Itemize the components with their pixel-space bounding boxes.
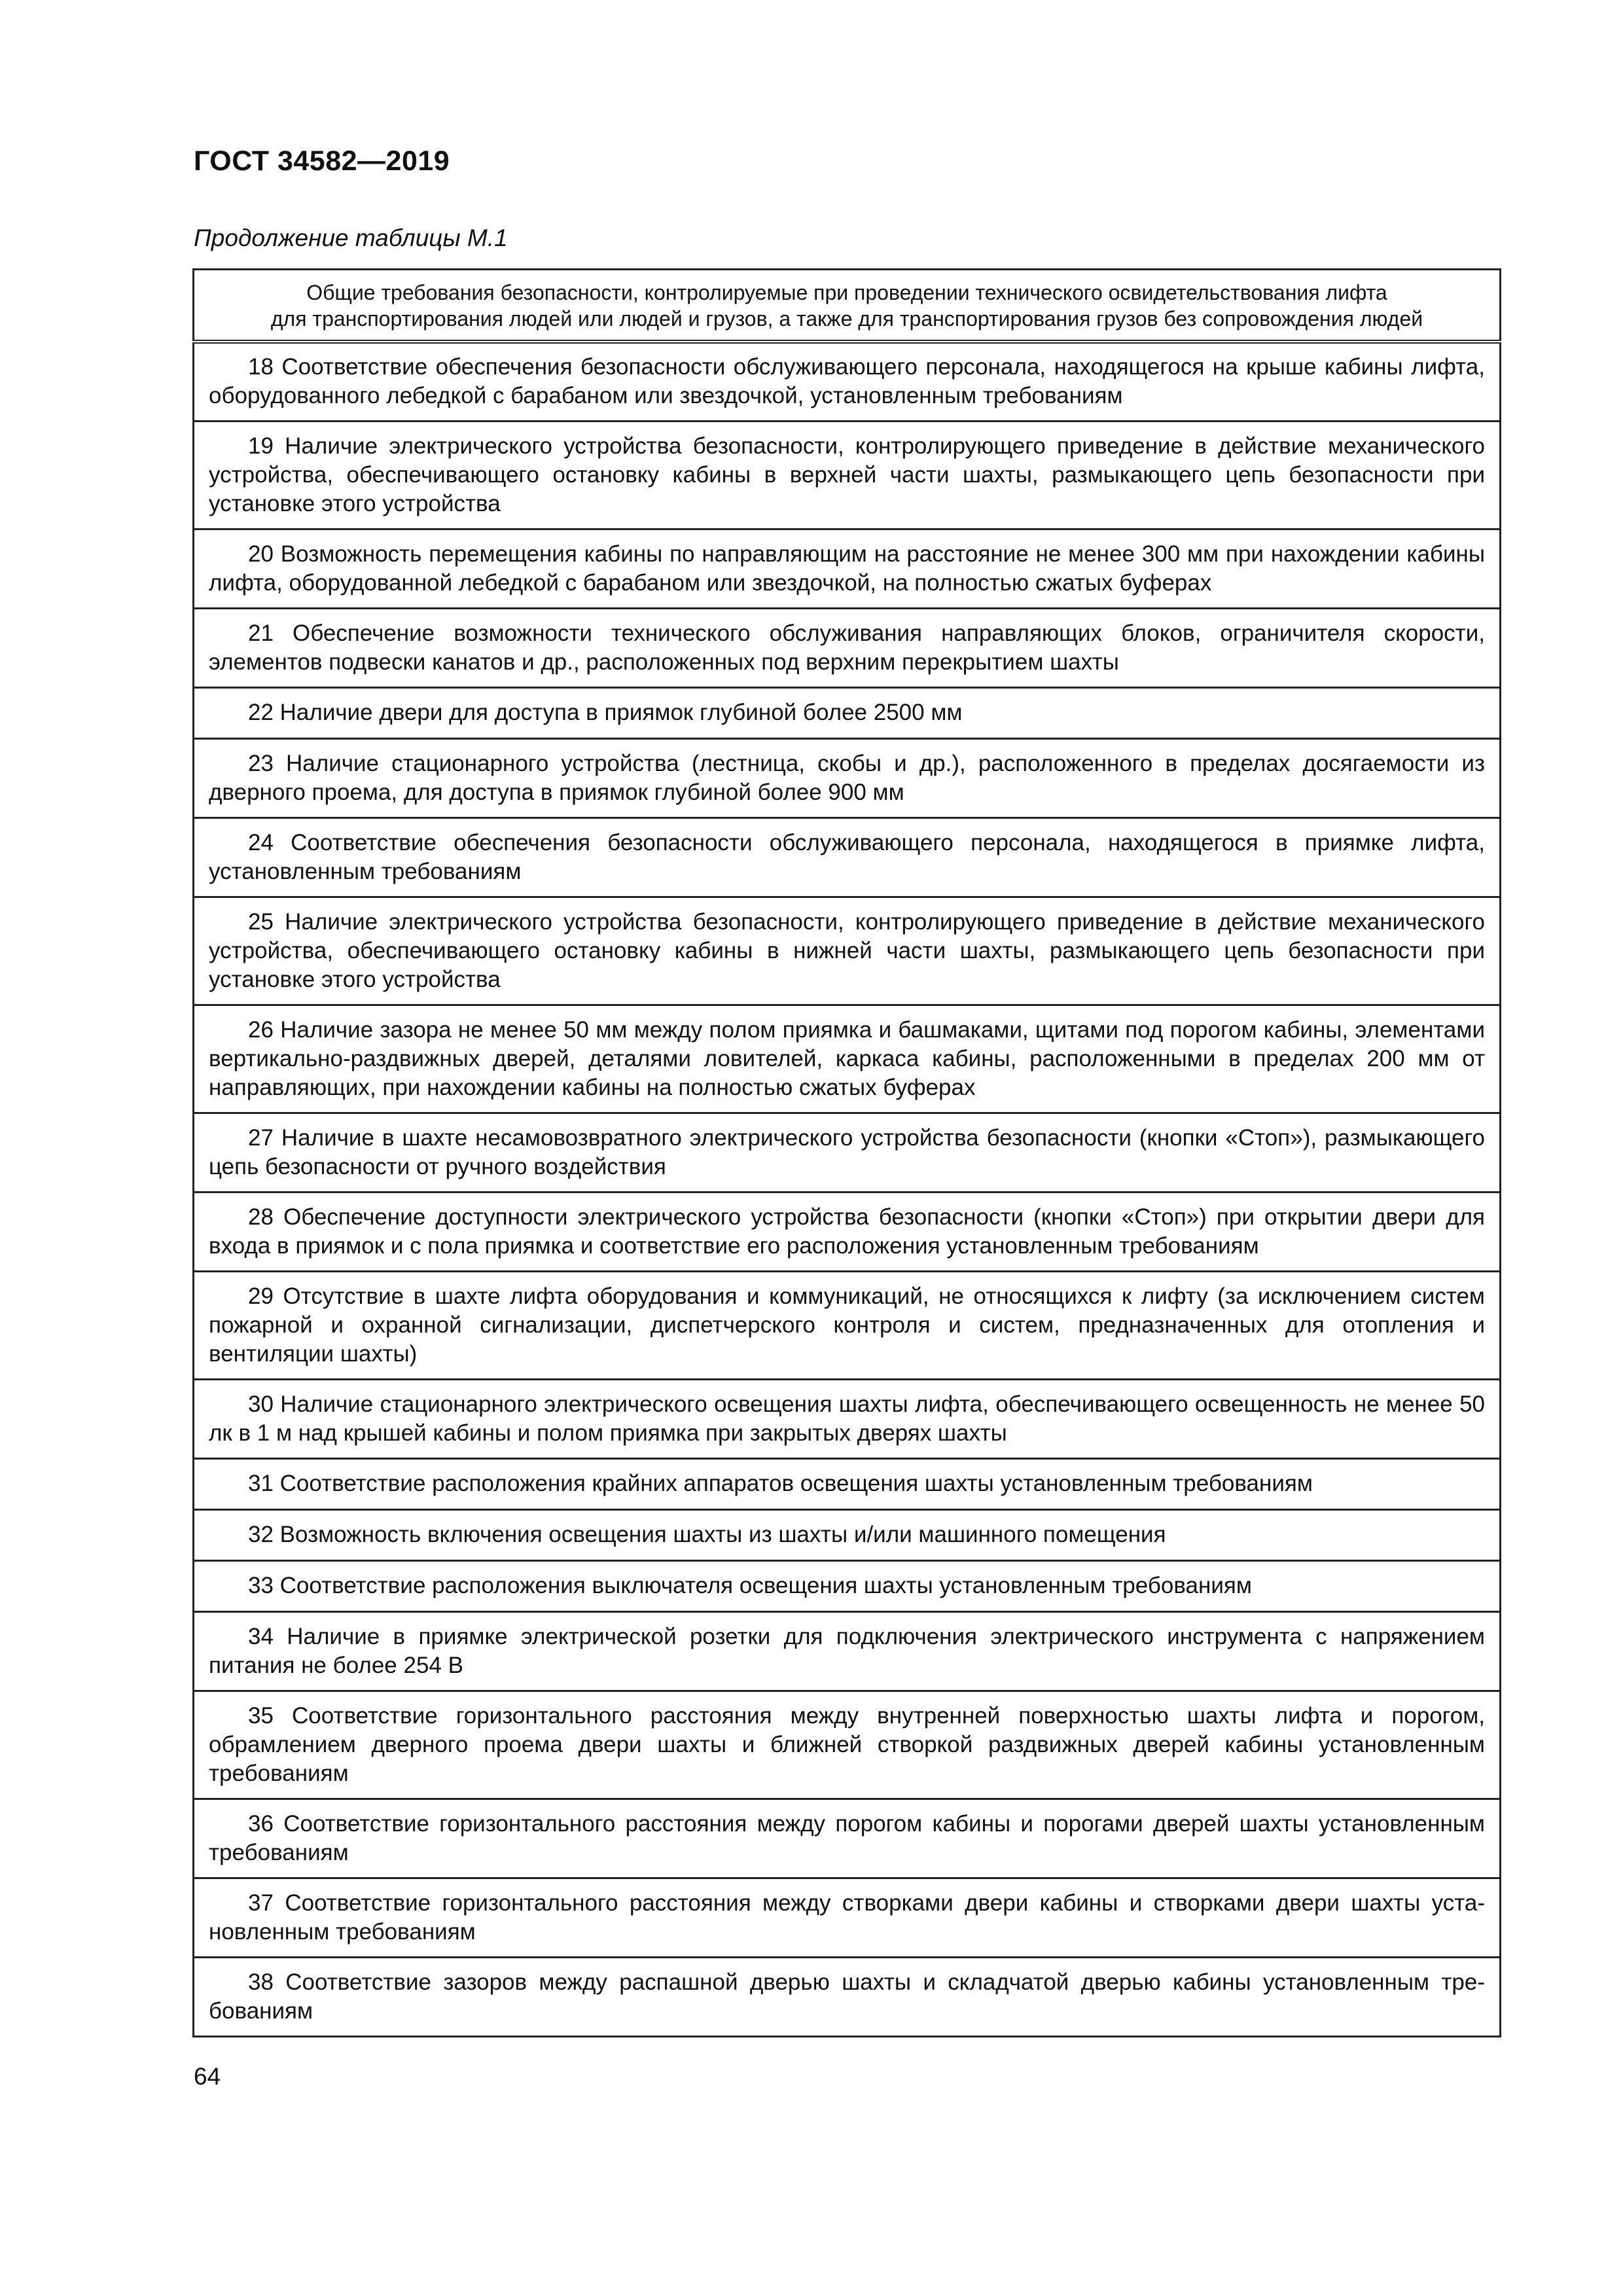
table-cell: 30 Наличие стационарного электрического освещения шахты лифта, обеспечивающего освещенность не менее 50 лк в 1 м над крышей кабины и полом приямка при закрытых дверях шахты (194, 1379, 1501, 1458)
table-header-line-1: Общие требования безопасности, контролируемые при проведении технического освидетельствования лифта (306, 281, 1387, 304)
page-number: 64 (194, 2063, 221, 2090)
table-header-cell (194, 270, 1501, 342)
table-row (194, 1878, 1501, 1957)
table-row (194, 1005, 1501, 1113)
table-cell: 23 Наличие стационарного устройства (лестница, скобы и др.), расположенного в пределах досягаемости из дверного проема, для доступа в приямок глубиной более 900 мм (194, 738, 1501, 817)
table-row (194, 1691, 1501, 1799)
table-row (194, 687, 1501, 738)
table-cell: 33 Соответствие расположения выключателя освещения шахты установленным требованиям (194, 1560, 1501, 1611)
table-cell: 26 Наличие зазора не менее 50 мм между полом приямка и башмаками, щитами под порогом кабины, элементами вертикально-раздвижных дверей, деталями ловителей, каркаса кабины, расположенными в пределах 200 мм от направляющих, при нахождении кабины на полностью сжатых буферах (194, 1005, 1501, 1113)
table-cell: 36 Соответствие горизонтального расстояния между порогом кабины и порогами дверей шахты установленным требованиям (194, 1799, 1501, 1878)
table-cell: 37 Соответствие горизонтального расстояния между створками двери кабины и створками двери шахты установленным требованиям (194, 1878, 1501, 1957)
table-row (194, 1611, 1501, 1691)
table-cell: 27 Наличие в шахте несамовозвратного электрического устройства безопасности (кнопки «Стоп»), размыкающего цепь безопасности от ручного воздействия (194, 1113, 1501, 1192)
table-cell: 32 Возможность включения освещения шахты из шахты и/или машинного помещения (194, 1509, 1501, 1560)
table-cell: 35 Соответствие горизонтального расстояния между внутренней поверхностью шахты лифта и порогом, обрамлением дверного проема двери шахты и ближней створкой раздвижных дверей кабины установленным требованиям (194, 1691, 1501, 1799)
table-header-line-2: для транспортирования людей или людей и грузов, а также для транспортирования грузов без сопровождения людей (270, 307, 1423, 331)
table-row (194, 1509, 1501, 1560)
table-row (194, 342, 1501, 421)
table-row (194, 1957, 1501, 2036)
table-row (194, 897, 1501, 1005)
table-row (194, 738, 1501, 817)
table-row (194, 1113, 1501, 1192)
document-header: ГОСТ 34582—2019 (194, 145, 450, 177)
table-row (194, 1192, 1501, 1271)
table-cell: 20 Возможность перемещения кабины по направляющим на расстояние не менее 300 мм при нахождении кабины лифта, оборудованной лебедкой с барабаном или звездочкой, на полностью сжатых буферах (194, 529, 1501, 608)
table-cell: 38 Соответствие зазоров между распашной дверью шахты и складчатой дверью кабины установленным требованиям (194, 1957, 1501, 2036)
table-cell: 34 Наличие в приямке электрической розетки для подключения электрического инструмента с напряжением питания не более 254 В (194, 1611, 1501, 1691)
table-row (194, 1799, 1501, 1878)
table-cell: 24 Соответствие обеспечения безопасности обслуживающего персонала, находящегося в приямке лифта, установленным требованиям (194, 817, 1501, 897)
table-row (194, 817, 1501, 897)
table-cell: 31 Соответствие расположения крайних аппаратов освещения шахты установленным требованиям (194, 1458, 1501, 1509)
table-cell: 21 Обеспечение возможности технического обслуживания направляющих блоков, ограничителя скорости, элементов подвески канатов и др., расположенных под верхним перекрытием шахты (194, 608, 1501, 687)
table-row (194, 529, 1501, 608)
table-cell: 29 Отсутствие в шахте лифта оборудования и коммуникаций, не относящихся к лифту (за исключением систем пожарной и охранной сигнализации, диспетчерского контроля и систем, предназначенных для отопления и вентиляции шахты) (194, 1271, 1501, 1379)
table-row (194, 1379, 1501, 1458)
table-header-row (194, 270, 1501, 342)
table-row (194, 1560, 1501, 1611)
table-cell: 18 Соответствие обеспечения безопасности обслуживающего персонала, находящегося на крыше кабины лифта, оборудованного лебедкой с барабаном или звездочкой, установленным требованиям (194, 342, 1501, 421)
table-cell: 19 Наличие электрического устройства безопасности, контролирующего приведение в действие механического устройства, обеспечивающего остановку кабины в верхней части шахты, размыкающего цепь безопасности при установке этого устройства (194, 421, 1501, 529)
requirements-table (192, 268, 1501, 2037)
table-row (194, 1458, 1501, 1509)
table-row (194, 608, 1501, 687)
table-cell: 28 Обеспечение доступности электрического устройства безопасности (кнопки «Стоп») при открытии двери для входа в приямок и с пола приямка и соответствие его расположения установленным требованиям (194, 1192, 1501, 1271)
table-row (194, 1271, 1501, 1379)
table-row (194, 421, 1501, 529)
table-caption: Продолжение таблицы М.1 (194, 224, 508, 251)
table-cell: 25 Наличие электрического устройства безопасности, контролирующего приведение в действие механического устройства, обеспечивающего остановку кабины в нижней части шахты, размыкающего цепь безопасности при установке этого устройства (194, 897, 1501, 1005)
table-cell: 22 Наличие двери для доступа в приямок глубиной более 2500 мм (194, 687, 1501, 738)
